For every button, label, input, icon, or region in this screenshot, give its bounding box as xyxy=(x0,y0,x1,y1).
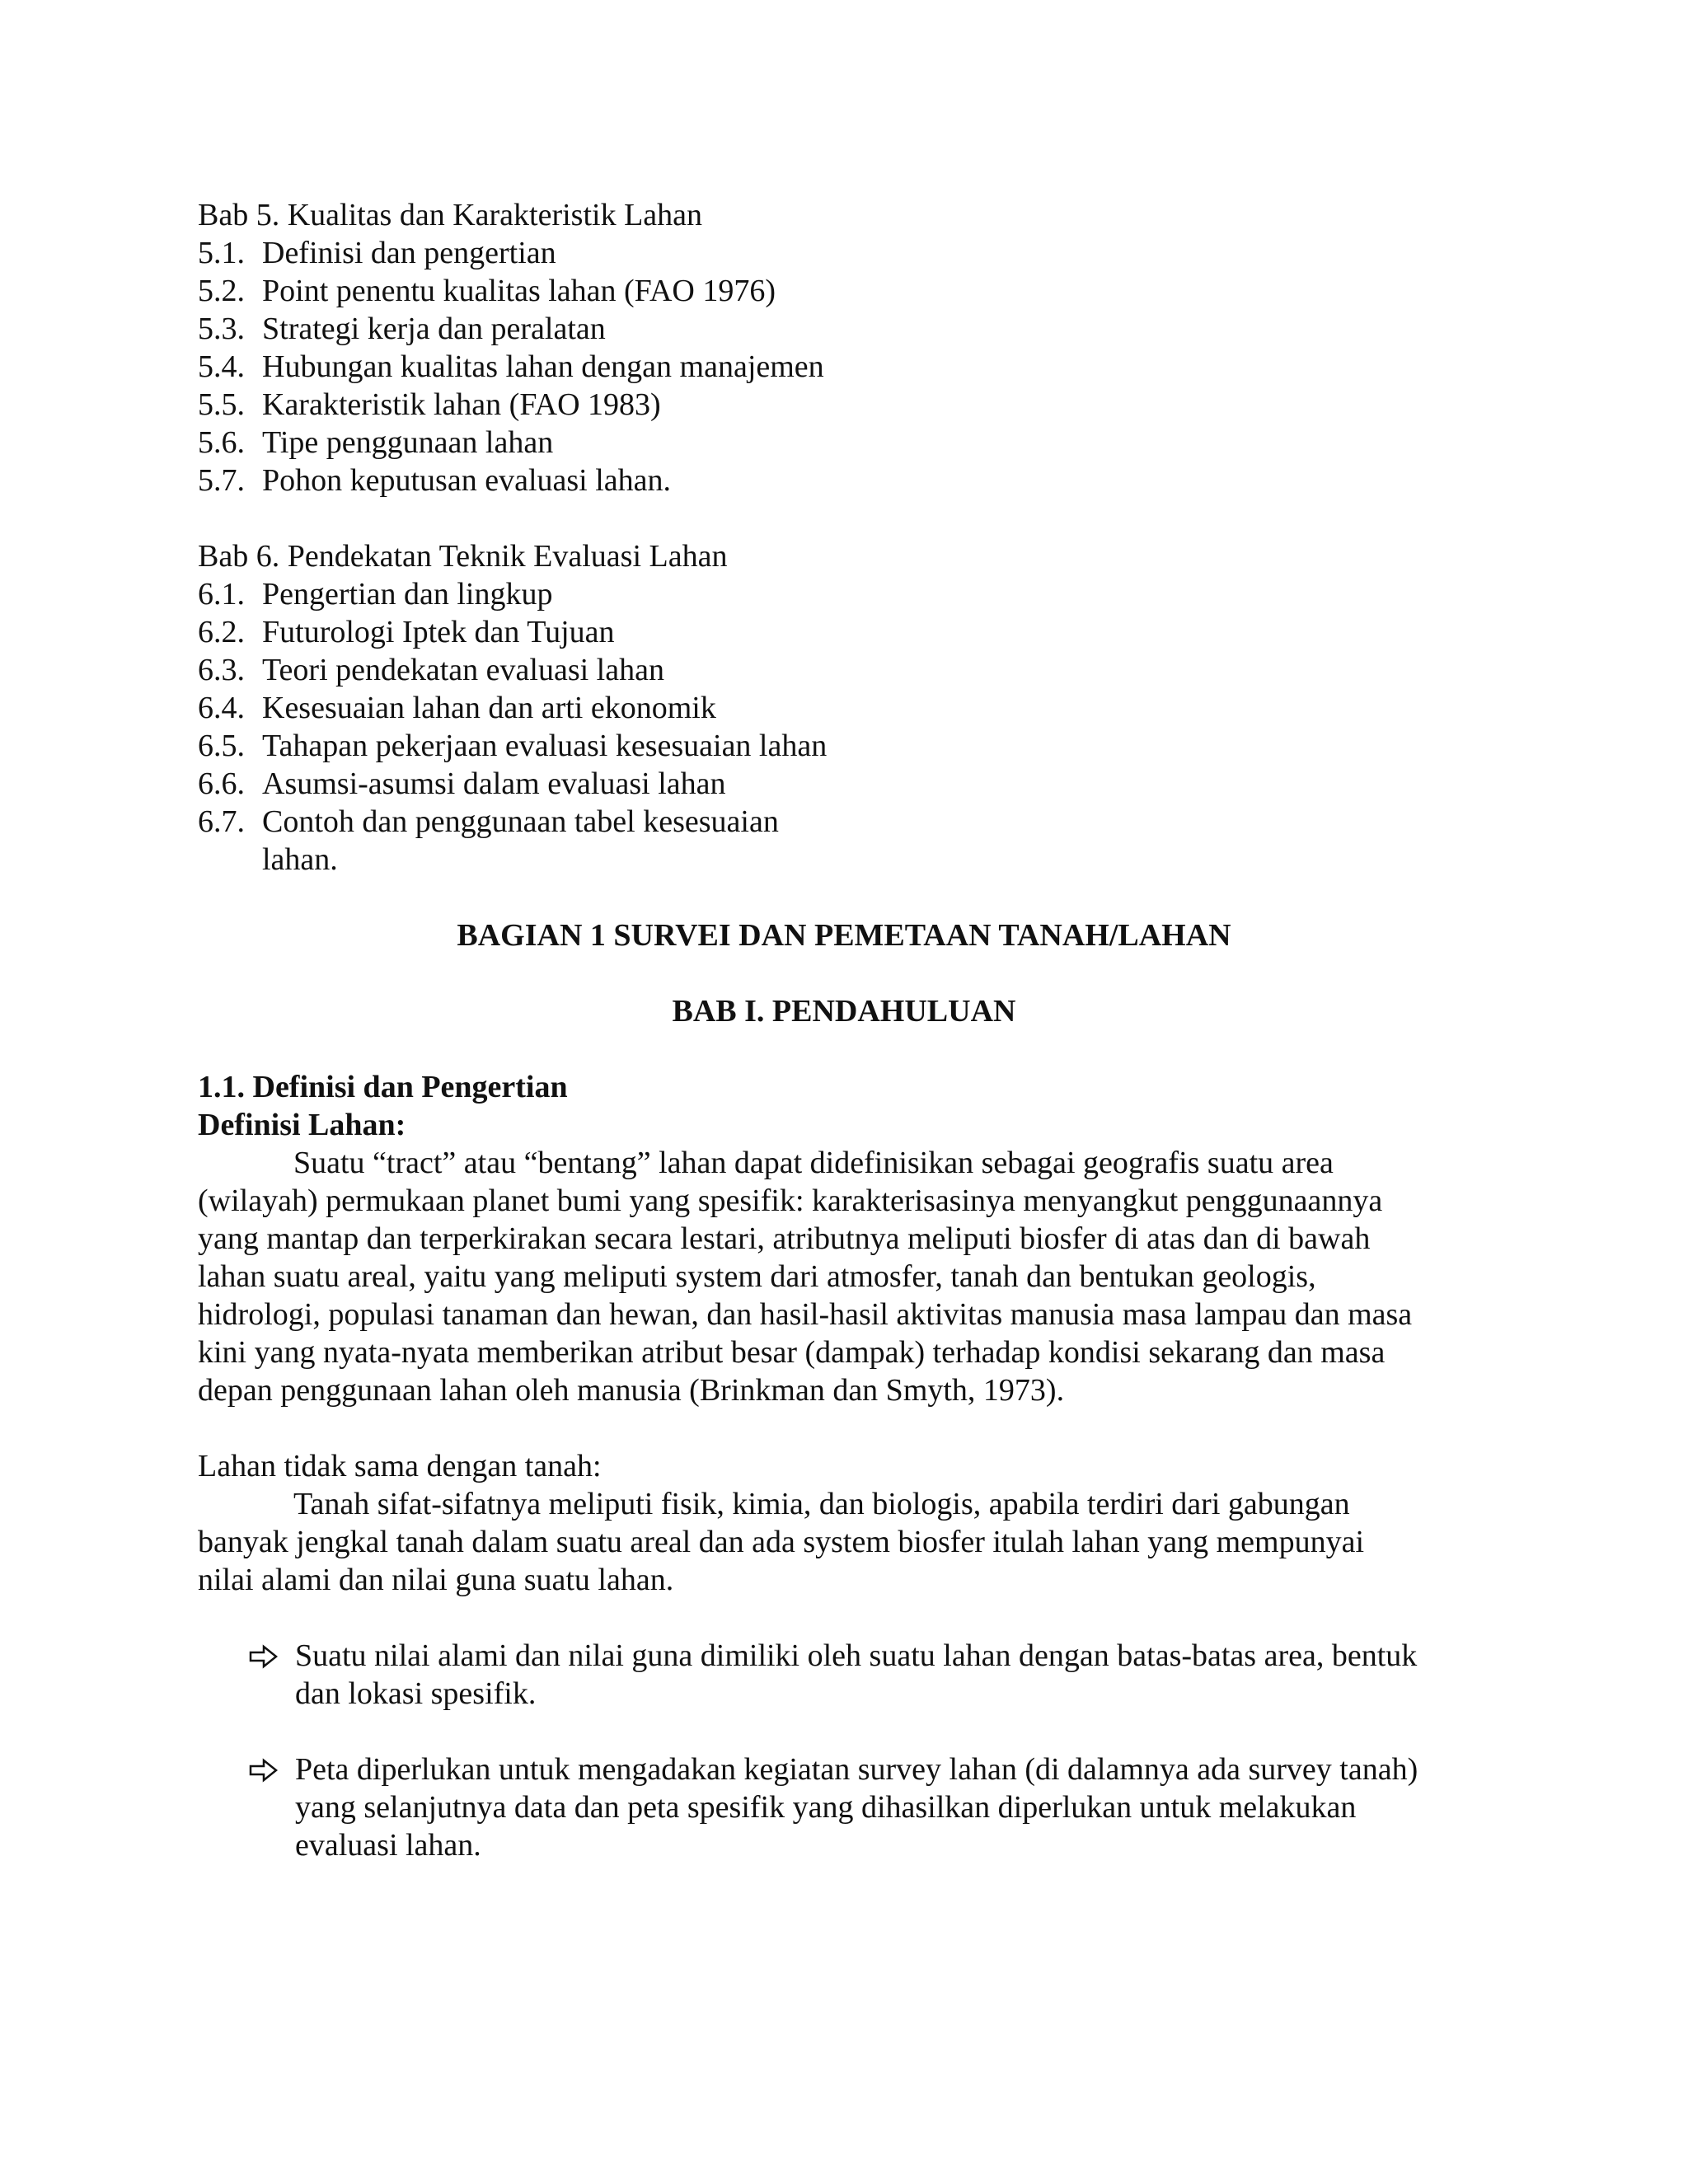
item-text: Hubungan kualitas lahan dengan manajemen xyxy=(262,349,824,384)
item-number: 5.4. xyxy=(198,349,245,384)
paragraph-line: yang mantap dan terperkirakan secara lestari, atributnya meliputi biosfer di atas dan di bawah xyxy=(198,1221,1371,1256)
bullet-item xyxy=(247,1750,1500,1864)
definition-paragraph xyxy=(198,1144,1492,1409)
list-item xyxy=(198,803,1500,841)
item-text: Point penentu kualitas lahan (FAO 1976) xyxy=(262,274,776,308)
list-item xyxy=(198,272,1500,310)
list-item xyxy=(198,613,1500,651)
section-heading: 1.1. Definisi dan Pengertian xyxy=(198,1070,568,1104)
land-vs-soil-paragraph xyxy=(198,1447,1492,1599)
item-text: Kesesuaian lahan dan arti ekonomik xyxy=(262,691,716,725)
list-item xyxy=(198,575,1500,613)
arrow-right-outline-icon xyxy=(247,1754,280,1787)
list-item xyxy=(198,727,1500,765)
list-item xyxy=(198,424,1500,462)
bullet-line: Peta diperlukan untuk mengadakan kegiatan survey lahan (di dalamnya ada survey tanah) xyxy=(295,1752,1418,1787)
item-text: Teori pendekatan evaluasi lahan xyxy=(262,653,664,687)
arrow-right-outline-icon xyxy=(247,1640,280,1673)
item-number: 6.1. xyxy=(198,577,245,612)
item-number: 5.1. xyxy=(198,236,245,270)
paragraph-line: banyak jengkal tanah dalam suatu areal dan ada system biosfer itulah lahan yang mempunyai xyxy=(198,1525,1365,1559)
item-number: 5.7. xyxy=(198,463,245,498)
list-item xyxy=(198,310,1500,348)
item-text: Asumsi-asumsi dalam evaluasi lahan xyxy=(262,766,726,801)
item-text: Contoh dan penggunaan tabel kesesuaian xyxy=(262,804,779,839)
section-headings xyxy=(198,1068,1500,1144)
list-item xyxy=(198,765,1500,803)
item-text: Definisi dan pengertian xyxy=(262,236,556,270)
list-item xyxy=(198,234,1500,272)
list-item xyxy=(198,386,1500,424)
subsection-heading: Definisi Lahan: xyxy=(198,1108,406,1142)
paragraph-line: Suatu “tract” atau “bentang” lahan dapat didefinisikan sebagai geografis suatu area xyxy=(293,1146,1334,1180)
bullet-line: dan lokasi spesifik. xyxy=(295,1676,537,1711)
paragraph-line: (wilayah) permukaan planet bumi yang spesifik: karakterisasinya menyangkut penggunaannya xyxy=(198,1183,1383,1218)
item-text: Tahapan pekerjaan evaluasi kesesuaian lahan xyxy=(262,729,828,763)
chapter-heading: BAB I. PENDAHULUAN xyxy=(672,994,1016,1029)
item-number: 6.4. xyxy=(198,691,245,725)
item-text: Strategi kerja dan peralatan xyxy=(262,312,606,346)
item-number: 5.2. xyxy=(198,274,245,308)
item-number: 6.2. xyxy=(198,615,245,649)
chapter-5-outline xyxy=(198,196,1500,499)
paragraph-lead: Lahan tidak sama dengan tanah: xyxy=(198,1449,602,1483)
item-number: 6.5. xyxy=(198,729,245,763)
item-text: Futurologi Iptek dan Tujuan xyxy=(262,615,615,649)
item-number: 5.3. xyxy=(198,312,245,346)
list-item xyxy=(198,348,1500,386)
item-number: 6.7. xyxy=(198,804,245,839)
item-number: 5.6. xyxy=(198,425,245,460)
bullet-line: evaluasi lahan. xyxy=(295,1828,481,1863)
paragraph-line: lahan suatu areal, yaitu yang meliputi system dari atmosfer, tanah dan bentukan geologis, xyxy=(198,1259,1316,1294)
item-number: 6.3. xyxy=(198,653,245,687)
item-text: Pengertian dan lingkup xyxy=(262,577,553,612)
list-item xyxy=(198,689,1500,727)
item-number: 5.5. xyxy=(198,387,245,422)
list-item-continuation: lahan. xyxy=(262,842,338,877)
paragraph-line: hidrologi, populasi tanaman dan hewan, dan hasil-hasil aktivitas manusia masa lampau dan masa xyxy=(198,1297,1413,1332)
item-text: Pohon keputusan evaluasi lahan. xyxy=(262,463,672,498)
paragraph-line: kini yang nyata-nyata memberikan atribut besar (dampak) terhadap kondisi sekarang dan masa xyxy=(198,1335,1386,1370)
bullet-item xyxy=(247,1637,1500,1713)
chapter-6-title: Bab 6. Pendekatan Teknik Evaluasi Lahan xyxy=(198,539,728,574)
item-text: Karakteristik lahan (FAO 1983) xyxy=(262,387,661,422)
paragraph-line: Tanah sifat-sifatnya meliputi fisik, kimia, dan biologis, apabila terdiri dari gabungan xyxy=(293,1487,1350,1521)
bullet-line: Suatu nilai alami dan nilai guna dimiliki oleh suatu lahan dengan batas-batas area, bentuk xyxy=(295,1638,1418,1673)
paragraph-line: depan penggunaan lahan oleh manusia (Brinkman dan Smyth, 1973). xyxy=(198,1373,1065,1408)
bullet-line: yang selanjutnya data dan peta spesifik yang dihasilkan diperlukan untuk melakukan xyxy=(295,1790,1357,1825)
list-item xyxy=(198,462,1500,499)
list-item xyxy=(198,651,1500,689)
part-heading: BAGIAN 1 SURVEI DAN PEMETAAN TANAH/LAHAN xyxy=(457,918,1231,953)
chapter-6-outline xyxy=(198,537,1500,879)
item-number: 6.6. xyxy=(198,766,245,801)
paragraph-line: nilai alami dan nilai guna suatu lahan. xyxy=(198,1563,674,1597)
chapter-5-title: Bab 5. Kualitas dan Karakteristik Lahan xyxy=(198,198,703,232)
item-text: Tipe penggunaan lahan xyxy=(262,425,554,460)
